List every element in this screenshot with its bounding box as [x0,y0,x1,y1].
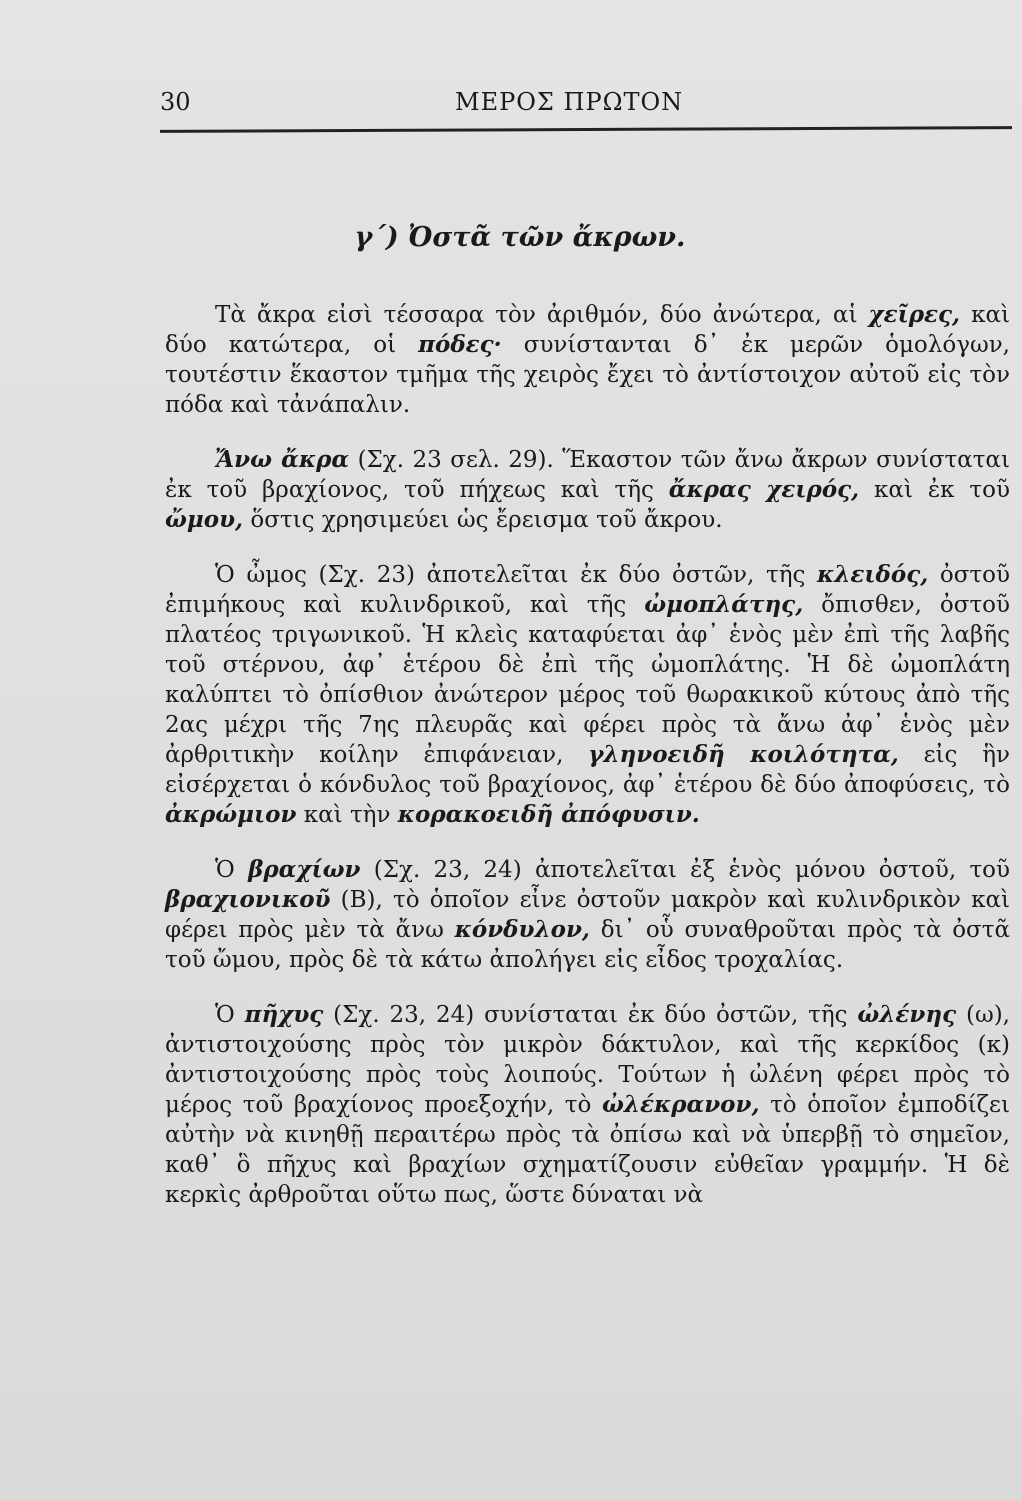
section-title: γ΄) Ὀστᾶ τῶν ἄκρων. [354,222,686,253]
body-text [165,300,1010,1235]
page-number: 30 [160,88,191,116]
paragraph-shoulder: Ὁ ὦμος (Σχ. 23) ἀποτελεῖται ἐκ δύο ὀστῶν, τῆς κλειδός, ὀστοῦ ἐπιμήκους καὶ κυλινδρικοῦ, καὶ τῆς ὠμοπλάτης, ὄπισθεν, ὀστοῦ πλατέος τριγωνικοῦ. Ἡ κλεὶς καταφύεται ἀφ᾿ ἑνὸς μὲν ἐπὶ τῆς λαβῆς τοῦ στέρνου, ἀφ᾿ ἑτέρου δὲ ἐπὶ τῆς ὠμοπλάτης. Ἡ δὲ ὠμοπλάτη καλύπτει τὸ ὀπίσθιον ἀνώτερον μέρος τοῦ θωρακικοῦ κύτους ἀπὸ τῆς 2ας μέχρι τῆς 7ης πλευρᾶς καὶ φέρει πρὸς τὰ ἄνω ἀφ᾿ ἑνὸς μὲν ἀρθριτικὴν κοίλην ἐπιφάνειαν, γληνοειδῆ κοιλότητα, εἰς ἣν εἰσέρχεται ὁ κόνδυλος τοῦ βραχίονος, ἀφ᾿ ἑτέρου δὲ δύο ἀποφύσεις, τὸ ἀκρώμιον καὶ τὴν κορακοειδῆ ἀπόφυσιν. [165,561,1010,828]
paragraph-forearm: Ὁ πῆχυς (Σχ. 23, 24) συνίσταται ἐκ δύο ὀστῶν, τῆς ὠλένης (ω), ἀντιστοιχούσης πρὸς τὸν μικρὸν δάκτυλον, καὶ τῆς κερκίδος (κ) ἀντιστοιχούσης πρὸς τοὺς λοιπούς. Τούτων ἡ ὠλένη φέρει πρὸς τὸ μέρος τοῦ βραχίονος προεξοχήν, τὸ ὠλέκρανον, τὸ ὁποῖον ἐμποδίζει αὐτὴν νὰ κινηθῇ περαιτέρω πρὸς τὰ ὀπίσω καὶ νὰ ὑπερβῇ τὸ σημεῖον, καθ᾿ ὃ πῆχυς καὶ βραχίων σχηματίζουσιν εὐθεῖαν γραμμήν. Ἡ δὲ κερκὶς ἀρθροῦται οὕτω πως, ὥστε δύναται νὰ [165,1001,1010,1208]
paragraph-upper-limbs: Ἄνω ἄκρα (Σχ. 23 σελ. 29). Ἕκαστον τῶν ἄνω ἄκρων συνίσταται ἐκ τοῦ βραχίονος, τοῦ πήχεως καὶ τῆς ἄκρας χειρός, καὶ ἐκ τοῦ ὤμου, ὅστις χρησιμεύει ὡς ἔρεισμα τοῦ ἄκρου. [165,446,1010,533]
page-header [160,88,1010,128]
running-title: ΜΕΡΟΣ ΠΡΩΤΟΝ [455,88,684,116]
paragraph-arm: Ὁ βραχίων (Σχ. 23, 24) ἀποτελεῖται ἐξ ἑνὸς μόνου ὀστοῦ, τοῦ βραχιονικοῦ (Β), τὸ ὁποῖον εἶνε ὀστοῦν μακρὸν καὶ κυλινδρικὸν καὶ φέρει πρὸς μὲν τὰ ἄνω κόνδυλον, δι᾿ οὗ συναθροῦται πρὸς τὰ ὀστᾶ τοῦ ὤμου, πρὸς δὲ τὰ κάτω ἀπολήγει εἰς εἶδος τροχαλίας. [165,856,1011,973]
paragraph-limbs-intro: Τὰ ἄκρα εἰσὶ τέσσαρα τὸν ἀριθμόν, δύο ἀνώτερα, αἱ χεῖρες, καὶ δύο κατώτερα, οἱ πόδες· συνίστανται δ᾿ ἐκ μερῶν ὁμολόγων, τουτέστιν ἕκαστον τμῆμα τῆς χειρὸς ἔχει τὸ ἀντίστοιχον αὐτοῦ εἰς τὸν πόδα καὶ τἀνάπαλιν. [165,301,1010,418]
